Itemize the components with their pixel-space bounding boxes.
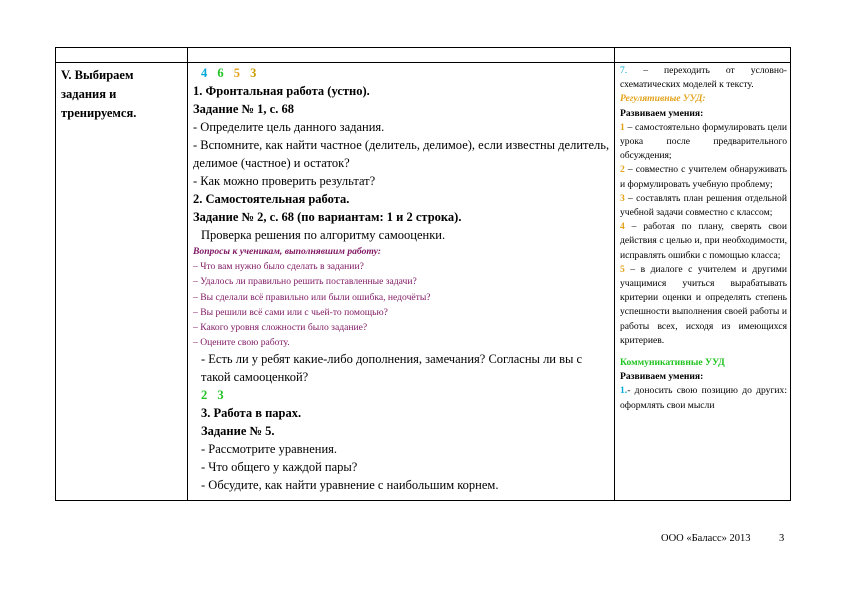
level-numbers-1 (193, 64, 611, 82)
question-item: – Удалось ли правильно решить поставленные задачи? (193, 276, 417, 288)
instruction-line: - Что общего у каждой пары? (201, 460, 358, 475)
skill-number: 2 (620, 164, 625, 176)
level-number: 3 (250, 66, 257, 80)
develop-skills-label: Развиваем умения: (620, 371, 704, 383)
develop-skills-label: Развиваем умения: (620, 107, 704, 119)
level-number: 2 (201, 388, 208, 403)
skill-number: 7. (620, 65, 628, 76)
task-label: Задание № 5. (201, 424, 275, 439)
check-line: Проверка решения по алгоритму самооценки. (201, 228, 446, 242)
spacer (620, 348, 787, 356)
skill-number: 1. (620, 385, 628, 397)
level-number: 5 (233, 66, 240, 80)
instruction-line: - Как можно проверить результат? (193, 174, 376, 188)
question-item: – Оцените свою работу. (193, 337, 290, 349)
skill-text: - доносить свою позицию до других: оформлять свои мысли (620, 385, 787, 411)
table-header-border (55, 62, 791, 63)
skill-text: – работая по плану, сверять свои действия с целью и, при необходимости, исправлять ошибки с помощью класса; (620, 221, 787, 261)
level-number: 6 (217, 66, 224, 80)
section-heading: 1. Фронтальная работа (устно). (193, 84, 370, 98)
skill-item (620, 64, 787, 92)
stage-title-line: задания и (61, 87, 117, 101)
instruction-line: - Вспомните, как найти частное (делитель, делимое), если известны делитель, делимое (частное) и остаток? (193, 138, 610, 170)
stage-title (61, 66, 181, 123)
level-number: 4 (201, 66, 208, 80)
questions-heading: Вопросы к ученикам, выполнявшим работу: (193, 246, 381, 257)
skill-item (620, 121, 787, 164)
table-col-divider-2 (614, 47, 615, 501)
question-item: – Вы решили всё сами или с чьей-то помощью? (193, 306, 388, 318)
skill-text: – в диалоге с учителем и другими учащимися учиться вырабатывать критерии оценки и определять степень успешности выполнения своей работы и работы всех, исходя из имеющихся критериев. (620, 263, 787, 346)
table-bottom-border (55, 500, 791, 501)
table-right-border (790, 47, 791, 501)
table-col-divider-1 (187, 47, 188, 501)
skill-text: – составлять план решения отдельной учебной задачи совместно с классом; (620, 192, 787, 219)
section-heading: 3. Работа в парах. (201, 406, 302, 421)
page-number: 3 (779, 533, 785, 544)
stage-title-line: V. Выбираем (61, 68, 134, 82)
skill-number: 5 (620, 263, 625, 275)
skill-number: 3 (620, 192, 625, 204)
instruction-line: - Обсудите, как найти уравнение с наибольшим корнем. (201, 478, 499, 493)
task-label: Задание № 2, с. 68 (по вариантам: 1 и 2 строка). (193, 210, 462, 224)
skill-item (620, 220, 787, 263)
skill-number: 1 (620, 121, 625, 133)
section-heading: 2. Самостоятельная работа. (193, 192, 350, 206)
table-top-border (55, 47, 791, 48)
level-number: 3 (217, 388, 224, 403)
skills-column (620, 64, 787, 413)
instruction-line: - Есть ли у ребят какие-либо дополнения, замечания? Согласны ли вы с такой самооценкой? (201, 352, 583, 385)
footer-publisher: ООО «Баласс» 2013 (661, 533, 751, 544)
skill-text: – совместно с учителем обнаруживать и формулировать учебную проблему; (620, 164, 787, 190)
table-left-border (55, 47, 56, 501)
skill-item (620, 163, 787, 191)
skill-item (620, 263, 787, 348)
stage-title-line: тренируемся. (61, 106, 137, 120)
communicative-heading: Коммуникативные УУД (620, 357, 725, 369)
level-numbers-2 (193, 386, 611, 404)
instruction-line: - Рассмотрите уравнения. (201, 442, 338, 457)
question-item: – Что вам нужно было сделать в задании? (193, 261, 364, 273)
skill-item (620, 384, 787, 412)
question-item: – Вы сделали всё правильно или были ошибка, недочёты? (193, 291, 431, 303)
skill-text: – самостоятельно формулировать цели урока после предварительного обсуждения; (620, 121, 787, 162)
skill-item (620, 192, 787, 220)
skill-number: 4 (620, 221, 625, 233)
question-item: – Какого уровня сложности было задание? (193, 322, 368, 334)
instruction-line: - Определите цель данного задания. (193, 120, 385, 134)
lesson-content (193, 64, 611, 494)
regulative-heading: Регулятивные УУД: (620, 93, 706, 105)
skill-text: – переходить от условно-схематических моделей к тексту. (620, 65, 787, 91)
task-label: Задание № 1, с. 68 (193, 102, 294, 116)
